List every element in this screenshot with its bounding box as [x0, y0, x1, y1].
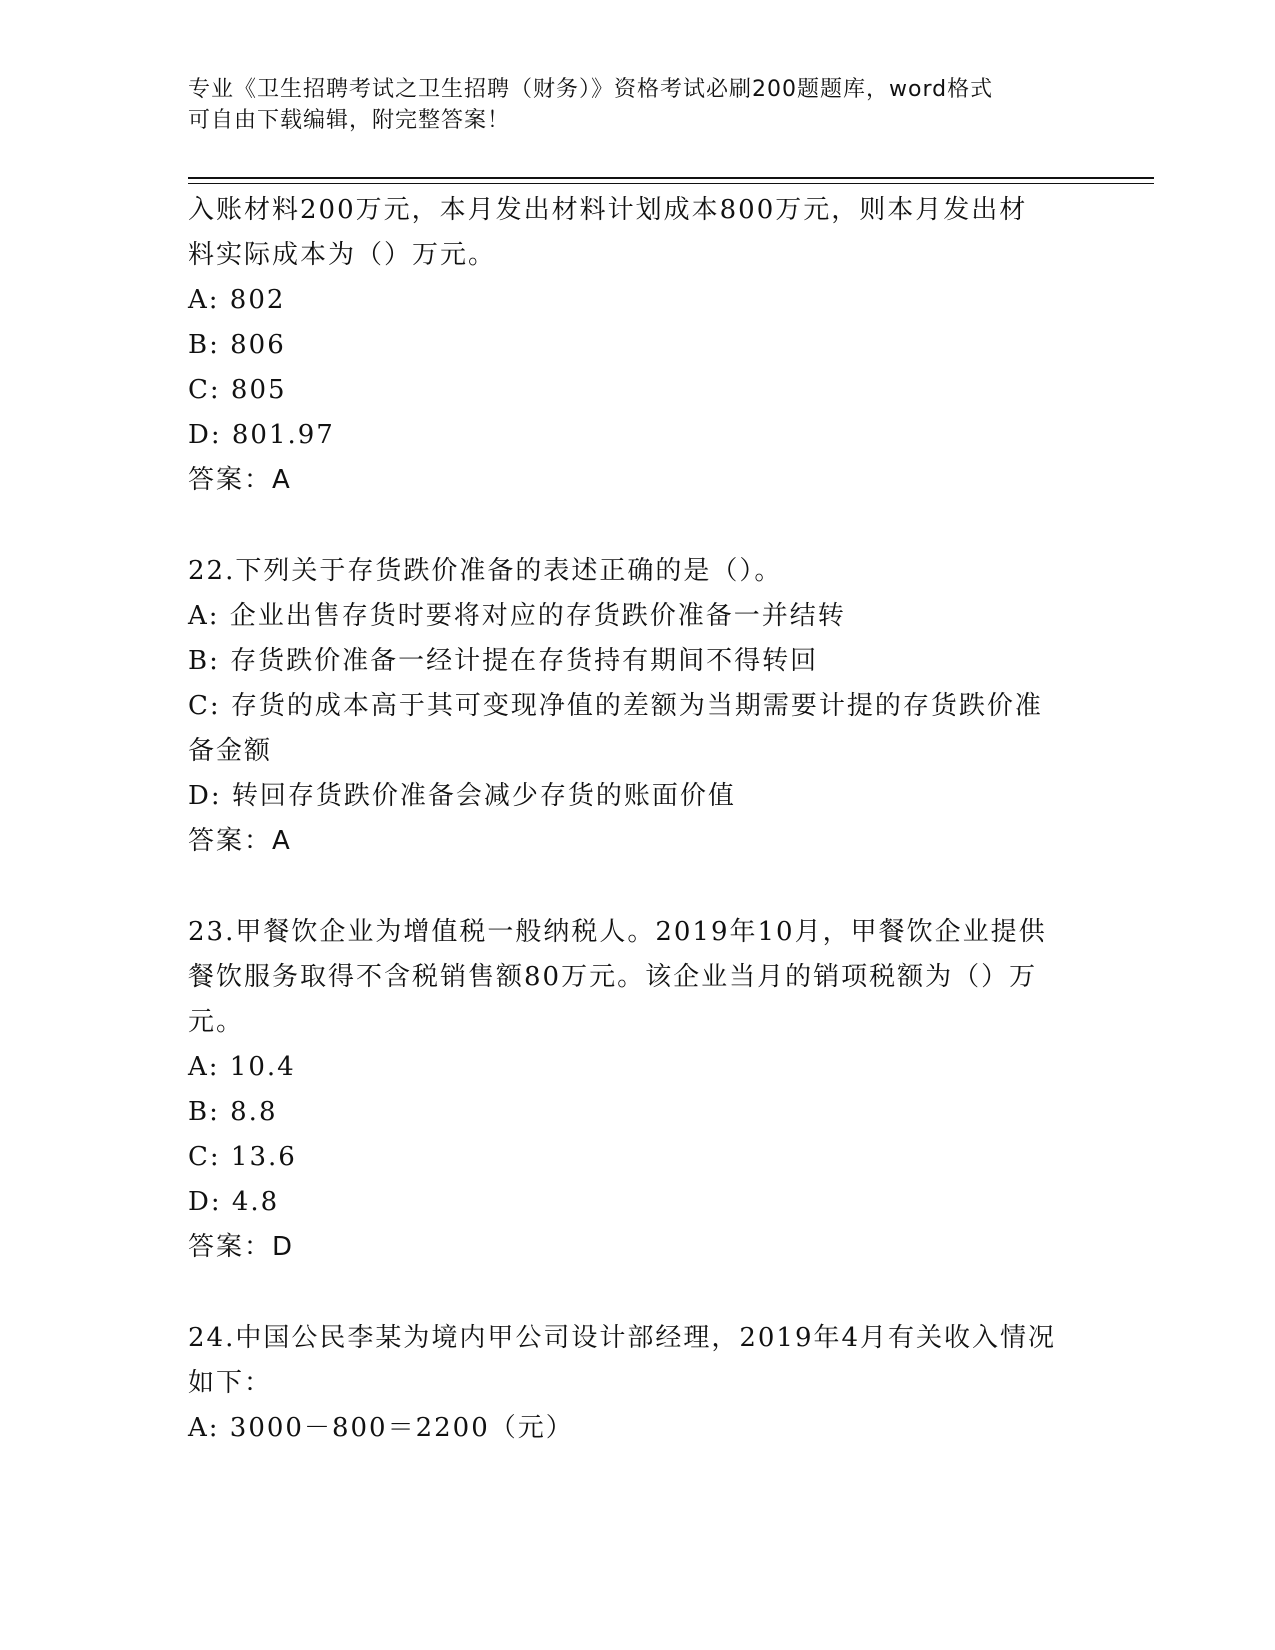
question-stem-line: 如下： — [188, 1368, 273, 1398]
document-header — [188, 74, 1068, 136]
option-b: B: 存货跌价准备一经计提在存货持有期间不得转回 — [188, 646, 819, 676]
option-a: A: 企业出售存货时要将对应的存货跌价准备一并结转 — [188, 601, 846, 631]
option-c — [188, 684, 1088, 774]
option-d: D: 801.97 — [188, 420, 335, 450]
answer-line: 答案：A — [188, 465, 292, 495]
answer-line: 答案：A — [188, 826, 292, 856]
question-stem: 22.下列关于存货跌价准备的表述正确的是（）。 — [188, 556, 783, 586]
option-b: B: 806 — [188, 330, 286, 360]
answer-line: 答案：D — [188, 1232, 295, 1262]
option-c: C: 13.6 — [188, 1142, 297, 1172]
question-stem-line: 入账材料200万元，本月发出材料计划成本800万元，则本月发出材 — [188, 195, 1028, 225]
option-a: A: 802 — [188, 285, 286, 315]
option-d: D: 4.8 — [188, 1187, 280, 1217]
question-stem-line: 23.甲餐饮企业为增值税一般纳税人。2019年10月，甲餐饮企业提供 — [188, 917, 1047, 947]
option-c: C: 805 — [188, 375, 287, 405]
option-d: D: 转回存货跌价准备会减少存货的账面价值 — [188, 781, 736, 811]
header-divider-thin — [188, 183, 1154, 184]
option-a: A: 3000－800＝2200（元） — [188, 1413, 574, 1443]
question-spacer — [188, 864, 1088, 910]
option-a: A: 10.4 — [188, 1052, 296, 1082]
document-body — [188, 188, 1088, 1451]
question-stem-line: 料实际成本为（）万元。 — [188, 240, 497, 270]
question-23 — [188, 910, 1088, 1270]
question-stem-line: 餐饮服务取得不含税销售额80万元。该企业当月的销项税额为（）万 — [188, 962, 1038, 992]
header-divider-thick — [188, 177, 1154, 179]
header-line-2: 可自由下载编辑，附完整答案！ — [188, 108, 511, 133]
question-spacer — [188, 503, 1088, 549]
option-c-line-1: C: 存货的成本高于其可变现净值的差额为当期需要计提的存货跌价准 — [188, 691, 1043, 721]
question-22 — [188, 549, 1088, 864]
option-b: B: 8.8 — [188, 1097, 278, 1127]
header-line-1: 专业《卫生招聘考试之卫生招聘（财务）》资格考试必刷200题题库，word格式 — [188, 77, 994, 102]
question-stem-line: 24.中国公民李某为境内甲公司设计部经理，2019年4月有关收入情况 — [188, 1323, 1057, 1353]
question-24 — [188, 1316, 1088, 1451]
option-c-line-2: 备金额 — [188, 736, 273, 766]
question-spacer — [188, 1270, 1088, 1316]
question-21 — [188, 188, 1088, 503]
question-stem-line: 元。 — [188, 1007, 245, 1037]
